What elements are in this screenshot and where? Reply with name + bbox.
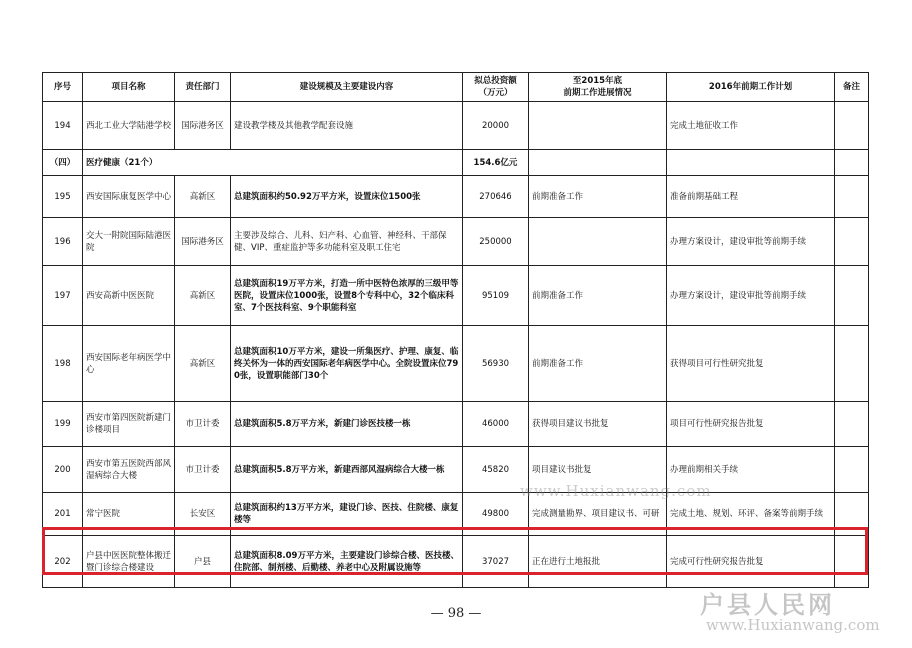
project-table [42,72,869,588]
cell-invest: 270646 [463,176,529,218]
table-row [43,402,869,447]
cell-name: 常宁医院 [83,493,175,536]
cell-progress: 正在进行土地报批 [529,536,667,588]
cell-content: 主要涉及综合、儿科、妇产科、心血管、神经科、干部保健、VIP、重症监护等多功能科室及职工住宅 [231,218,463,266]
table-row [43,218,869,266]
cell-name: 交大一附院国际陆港医院 [83,218,175,266]
cell-name: 西安国际康复医学中心 [83,176,175,218]
cell-progress: 项目建议书批复 [529,447,667,493]
cell-no: 198 [43,326,83,402]
cell-note [835,536,869,588]
table-header-row [43,73,869,102]
section-row [43,150,869,176]
cell-invest: 95109 [463,266,529,326]
section-empty-3 [835,150,869,176]
cell-name: 西安市第四医院新建门诊楼项目 [83,402,175,447]
cell-invest: 46000 [463,402,529,447]
cell-name: 西安高新中医医院 [83,266,175,326]
cell-content: 建设教学楼及其他教学配套设施 [231,102,463,150]
section-no: （四） [43,150,83,176]
cell-plan: 办理前期相关手续 [667,447,835,493]
cell-dept: 国际港务区 [175,102,231,150]
table-row [43,102,869,150]
section-title: 医疗健康（21个） [83,150,463,176]
cell-plan: 完成可行性研究报告批复 [667,536,835,588]
cell-content: 总建筑面积19万平方米，打造一所中医特色浓厚的三级甲等医院，设置床位1000张，设置8个专科中心，32个临床科室、7个医技科室、9个职能科室 [231,266,463,326]
cell-progress [529,102,667,150]
cell-no: 196 [43,218,83,266]
cell-content: 总建筑面积约50.92万平方米，设置床位1500张 [231,176,463,218]
cell-content: 总建筑面积10万平方米，建设一所集医疗、护理、康复、临终关怀为一体的西安国际老年病医学中心。全院设置床位790张，设置职能部门30个 [231,326,463,402]
cell-progress: 前期准备工作 [529,176,667,218]
watermark-logo: 户县人民网 [700,590,835,619]
table-row-highlighted [43,536,869,588]
table-row [43,326,869,402]
cell-progress: 前期准备工作 [529,326,667,402]
page-number: — 98 — [430,606,482,621]
watermark-url-middle: www.Huxianwang.com [520,482,712,500]
cell-no: 194 [43,102,83,150]
cell-dept: 户县 [175,536,231,588]
cell-plan: 获得项目可行性研究批复 [667,326,835,402]
table-row [43,176,869,218]
cell-no: 197 [43,266,83,326]
cell-invest: 250000 [463,218,529,266]
cell-plan: 完成土地征收工作 [667,102,835,150]
cell-note [835,326,869,402]
cell-dept: 高新区 [175,266,231,326]
header-no: 序号 [43,73,83,102]
cell-plan: 办理方案设计，建设审批等前期手续 [667,266,835,326]
cell-progress: 获得项目建议书批复 [529,402,667,447]
cell-dept: 国际港务区 [175,218,231,266]
cell-dept: 高新区 [175,176,231,218]
cell-note [835,266,869,326]
cell-no: 200 [43,447,83,493]
cell-note [835,402,869,447]
table-row [43,447,869,493]
cell-content: 总建筑面积5.8万平方米，新建门诊医技楼一栋 [231,402,463,447]
table-row [43,493,869,536]
cell-plan: 完成土地、规划、环评、备案等前期手续 [667,493,835,536]
cell-name: 西安国际老年病医学中心 [83,326,175,402]
cell-dept: 高新区 [175,326,231,402]
cell-content: 总建筑面积约13万平方米，建设门诊、医技、住院楼、康复楼等 [231,493,463,536]
header-invest: 拟总投资额 （万元） [463,73,529,102]
cell-invest: 37027 [463,536,529,588]
cell-name: 户县中医医院整体搬迁暨门诊综合楼建设 [83,536,175,588]
cell-invest: 20000 [463,102,529,150]
cell-invest: 49800 [463,493,529,536]
cell-progress: 前期准备工作 [529,266,667,326]
cell-note [835,218,869,266]
cell-note [835,447,869,493]
cell-no: 202 [43,536,83,588]
cell-plan: 项目可行性研究报告批复 [667,402,835,447]
cell-dept: 长安区 [175,493,231,536]
cell-no: 199 [43,402,83,447]
cell-note [835,102,869,150]
header-name: 项目名称 [83,73,175,102]
cell-progress: 完成测量勘界、项目建议书、可研 [529,493,667,536]
watermark-url: www.Huxianwang.com [706,616,880,634]
cell-note [835,176,869,218]
cell-plan: 准备前期基础工程 [667,176,835,218]
cell-no: 195 [43,176,83,218]
cell-plan: 办理方案设计，建设审批等前期手续 [667,218,835,266]
section-empty-2 [667,150,835,176]
cell-content: 总建筑面积8.09万平方米，主要建设门诊综合楼、医技楼、住院部、制剂楼、后勤楼、养老中心及附属设施等 [231,536,463,588]
section-invest: 154.6亿元 [463,150,529,176]
cell-name: 西安市第五医院西部风湿病综合大楼 [83,447,175,493]
header-content: 建设规模及主要建设内容 [231,73,463,102]
header-note: 备注 [835,73,869,102]
cell-no: 201 [43,493,83,536]
cell-progress [529,218,667,266]
cell-invest: 45820 [463,447,529,493]
header-dept: 责任部门 [175,73,231,102]
section-empty-1 [529,150,667,176]
cell-dept: 市卫计委 [175,402,231,447]
cell-name: 西北工业大学陆港学校 [83,102,175,150]
cell-note [835,493,869,536]
cell-dept: 市卫计委 [175,447,231,493]
header-progress: 至2015年底 前期工作进展情况 [529,73,667,102]
header-plan: 2016年前期工作计划 [667,73,835,102]
cell-invest: 56930 [463,326,529,402]
cell-content: 总建筑面积5.8万平方米，新建西部风湿病综合大楼一栋 [231,447,463,493]
table-row [43,266,869,326]
